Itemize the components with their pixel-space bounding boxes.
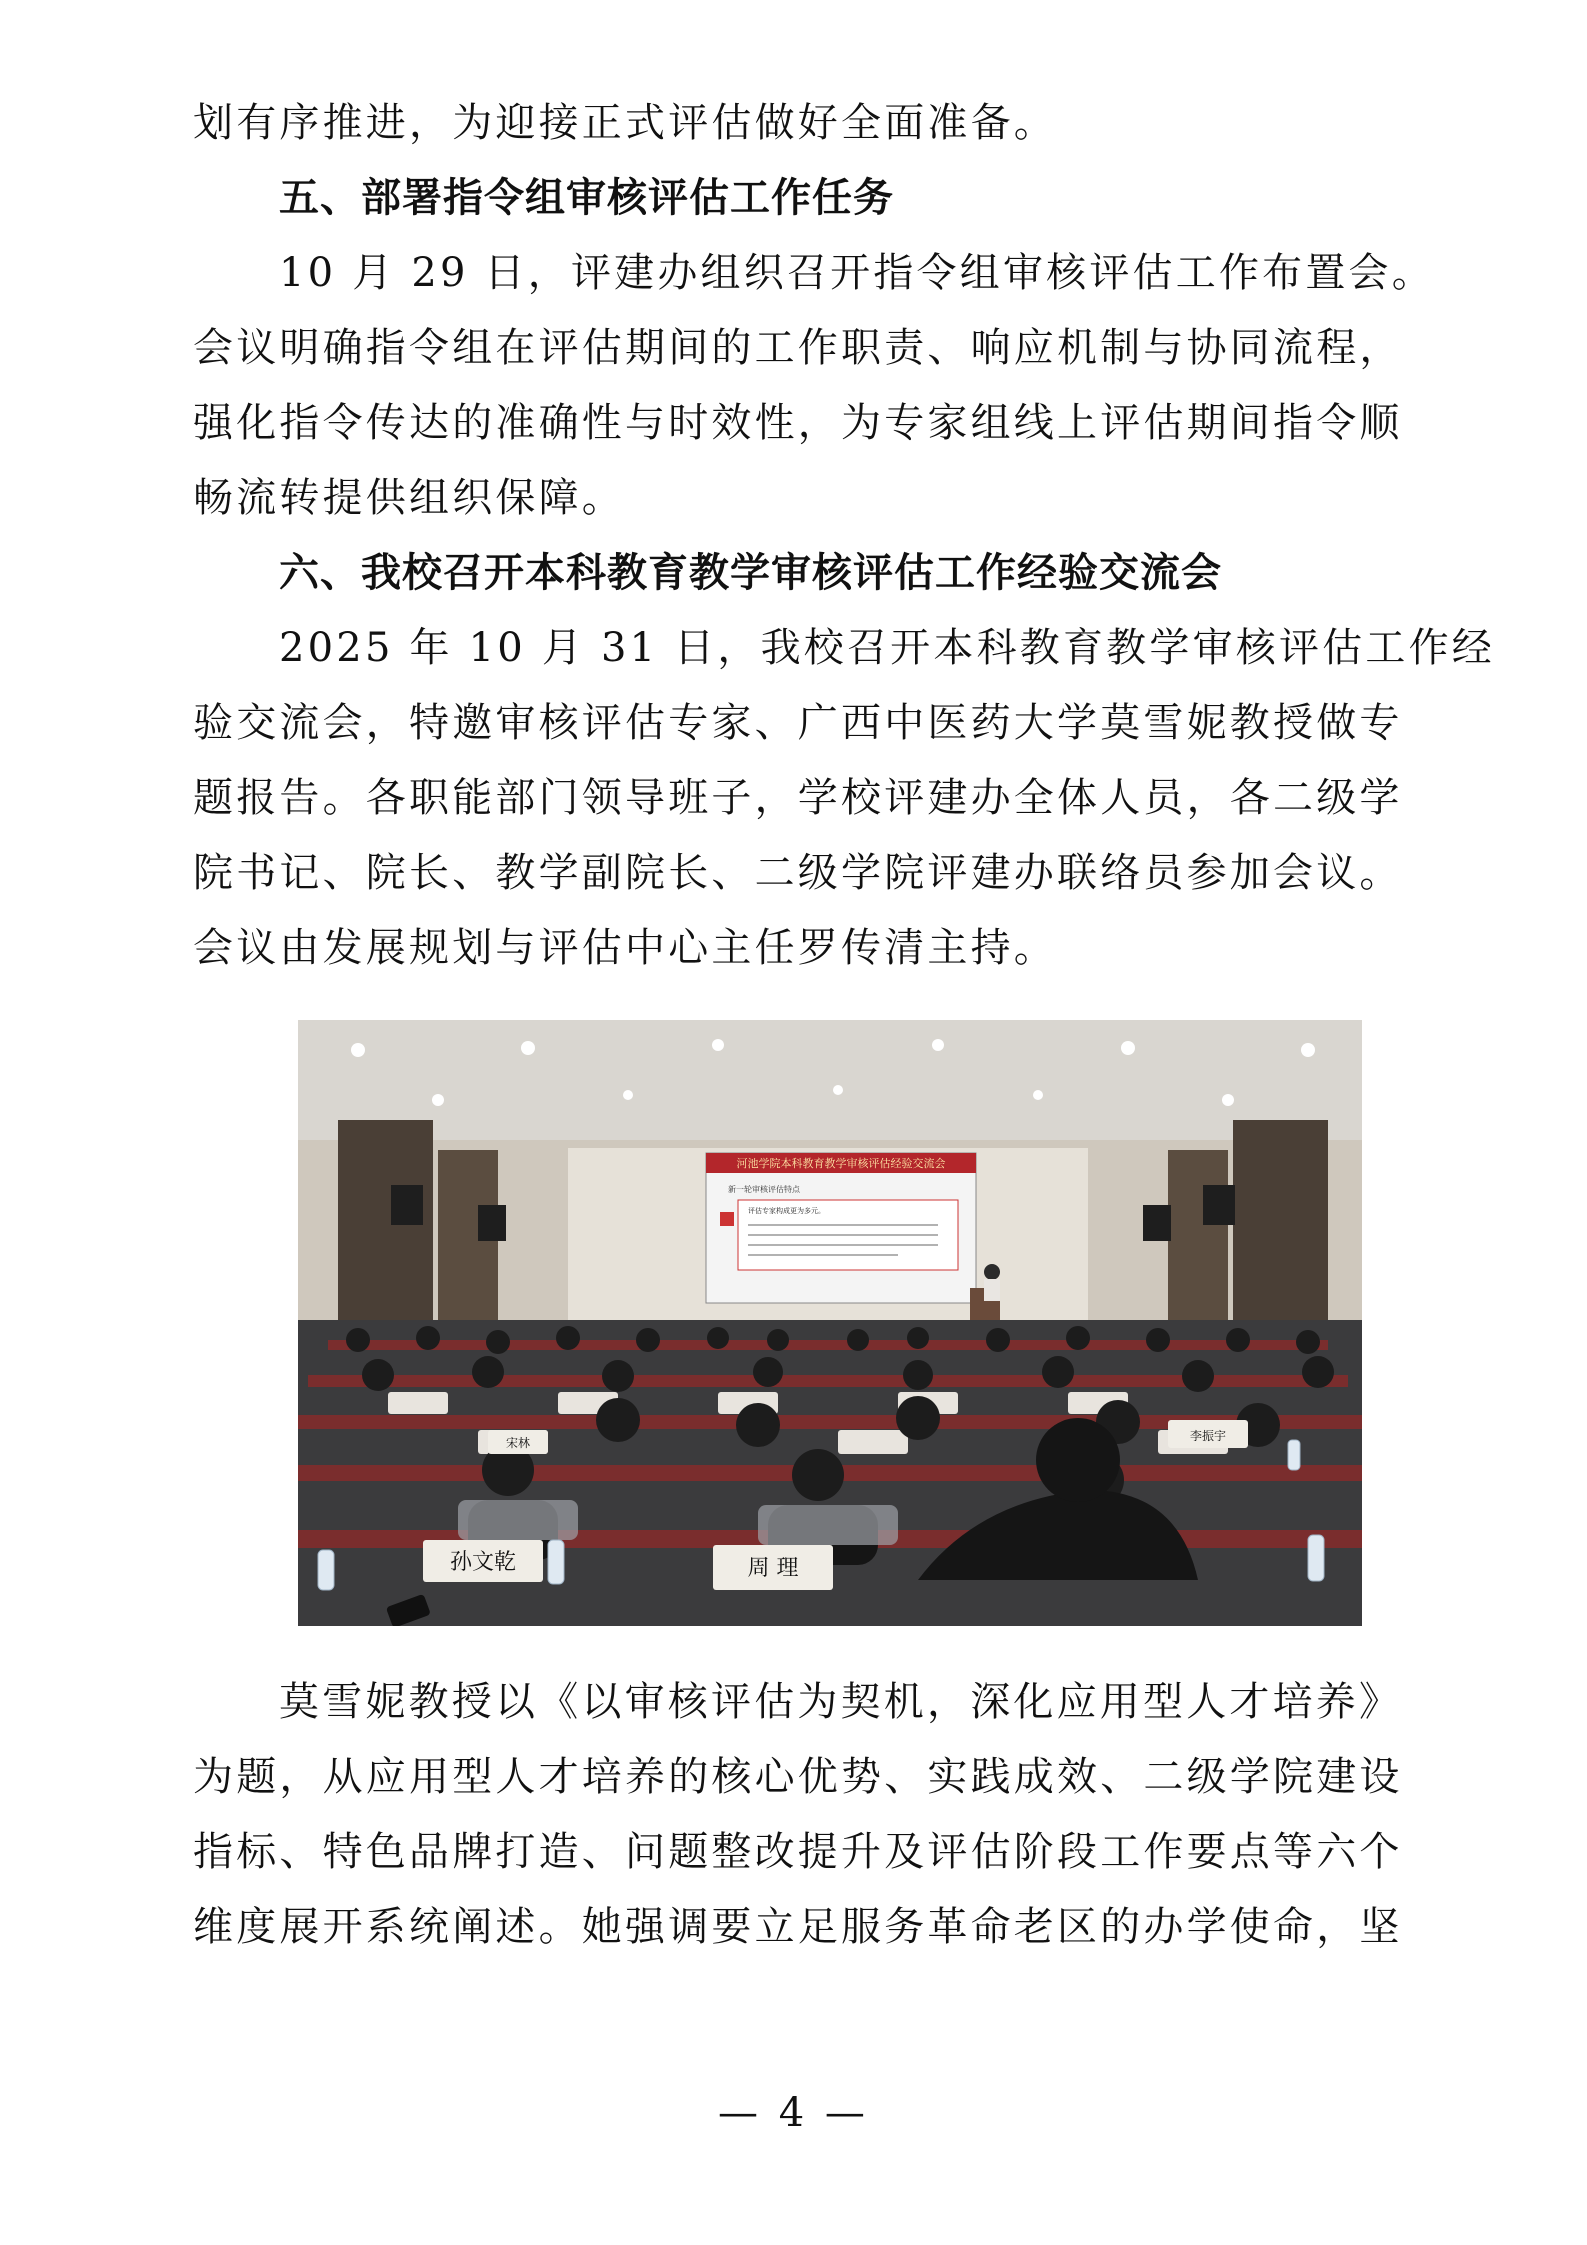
paragraph-line: 会议明确指令组在评估期间的工作职责、响应机制与协同流程， [193, 325, 1403, 371]
paragraph-line: 验交流会，特邀审核评估专家、广西中医药大学莫雪妮教授做专 [193, 700, 1403, 746]
photo-name-card-4: 宋林 [505, 1436, 531, 1450]
document-body-continued [193, 1665, 1403, 1965]
paragraph-line: 划有序推进，为迎接正式评估做好全面准备。 [193, 100, 1057, 146]
photo-name-card-2: 周 理 [747, 1556, 799, 1581]
paragraph-line: 会议由发展规划与评估中心主任罗传清主持。 [193, 925, 1057, 971]
paragraph-line: 10 月 29 日，评建办组织召开指令组审核评估工作布置会。 [279, 250, 1435, 296]
paragraph-line: 维度展开系统阐述。她强调要立足服务革命老区的办学使命，坚 [193, 1904, 1403, 1950]
photo-banner-text: 河池学院本科教育教学审核评估经验交流会 [736, 1157, 946, 1170]
photo-slide-title: 新一轮审核评估特点 [728, 1185, 800, 1194]
section-heading-6: 六、我校召开本科教育教学审核评估工作经验交流会 [279, 550, 1222, 596]
paragraph-line: 为题，从应用型人才培养的核心优势、实践成效、二级学院建设 [193, 1754, 1403, 1800]
section-heading-5: 五、部署指令组审核评估工作任务 [279, 175, 894, 221]
photo-name-card-3: 李振宇 [1189, 1429, 1227, 1443]
paragraph-line: 强化指令传达的准确性与时效性，为专家组线上评估期间指令顺 [193, 400, 1403, 446]
photo-name-card-1: 孙文乾 [449, 1550, 517, 1575]
paragraph-line: 2025 年 10 月 31 日，我校召开本科教育教学审核评估工作经 [279, 625, 1495, 671]
page-number: — 4 — [718, 2090, 869, 2136]
paragraph-line: 题报告。各职能部门领导班子，学校评建办全体人员，各二级学 [193, 775, 1403, 821]
paragraph-line: 莫雪妮教授以《以审核评估为契机，深化应用型人才培养》 [279, 1679, 1403, 1725]
document-body [193, 86, 1495, 986]
paragraph-line: 指标、特色品牌打造、问题整改提升及评估阶段工作要点等六个 [193, 1829, 1403, 1875]
photo-slide-box-title: 评估专家构成更为多元。 [748, 1207, 825, 1215]
paragraph-line: 院书记、院长、教学副院长、二级学院评建办联络员参加会议。 [193, 850, 1403, 896]
paragraph-line: 畅流转提供组织保障。 [193, 475, 625, 521]
meeting-photo [298, 1020, 1362, 1626]
